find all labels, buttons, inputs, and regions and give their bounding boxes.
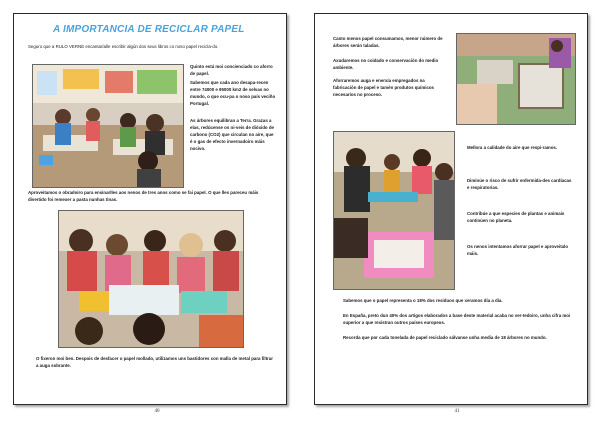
toddlers-tub-photo [58, 210, 244, 348]
benefit-1: Mellora a calidade do aire que respi-ramos. [467, 145, 558, 150]
top-text-2: Axudaremos no coidado e conservación do medio ambiente. [333, 58, 439, 70]
page-number-right: 41 [454, 409, 460, 414]
intro-text: Seguro que a RULO VERNE encantaríalle escribir algún dos seus libros co noso papel recicla-do. [28, 44, 219, 49]
side-text-2: Sabemos que cada ano desapa-recen entre 74000 e 95000 km2 de selvas no mundo, o que ocu-pa o noso país veciño Portugal. [190, 80, 276, 106]
right-page [314, 13, 588, 405]
benefit-3: Contribúe a que especies de plantas e animais continúen no planeta. [467, 211, 565, 223]
paper-frame-photo [456, 33, 576, 125]
bottom-text-3: Recorda que por cada tonelada de papel reciclado sálvanse unha media de 18 árbores no mundo. [343, 335, 547, 340]
top-text-3: Aforraremos auga e enerxía empregados na fabricación de papel e tamén produtos químicos necesarios no proceso. [333, 78, 435, 97]
top-text-1: Canto menos papel consumamos, menor número de árbores serán taladas. [333, 36, 443, 48]
bottom-text-1: Sabemos que o papel representa o 18% dos residuos que xeramos día a día. [343, 298, 503, 303]
side-text-1: Quinto está moi concienciado co aforro de papel. [190, 64, 273, 76]
filter-text: O fixeron moi ben. Despois de desfacer o papel mollado, utilizamos uns bastidores con malla de metal para filtrar a auga sobrante. [36, 356, 273, 368]
side-text-3: As árbores equilibran a Terra. Grazas a elas, redúcense os ni-veis de dióxido de carbono (CO2) que circulan no aire, que é o gas de efecto invernadoiro máis nocivo. [190, 118, 274, 151]
benefit-2: Diminúe o risco de sufrir enfermida-des cardíacas e respiratorias. [467, 178, 572, 190]
classroom-photo [32, 64, 184, 188]
workshop-text: Aproveitamos o obradoiro para ensinarlles aos nenos de tres anos como se fai papel. O que lles pareceu máis divertido foi remexer a pasta nunhas tinas. [28, 190, 259, 202]
pressing-paper-photo [333, 131, 455, 290]
bottom-text-2: En España, preto dun 40% dos artigos elaborados a base deste material acaba no ver-tedoiro, unha cifra moi superior a que rexistran outros países europeos. [343, 313, 571, 325]
page-number-left: 40 [154, 409, 160, 414]
left-page [13, 13, 287, 405]
benefit-4: Os nenos intentamos aforrar papel e aproveitalo máis. [467, 244, 569, 256]
page-title: A IMPORTANCIA DE RECICLAR PAPEL [53, 24, 245, 35]
